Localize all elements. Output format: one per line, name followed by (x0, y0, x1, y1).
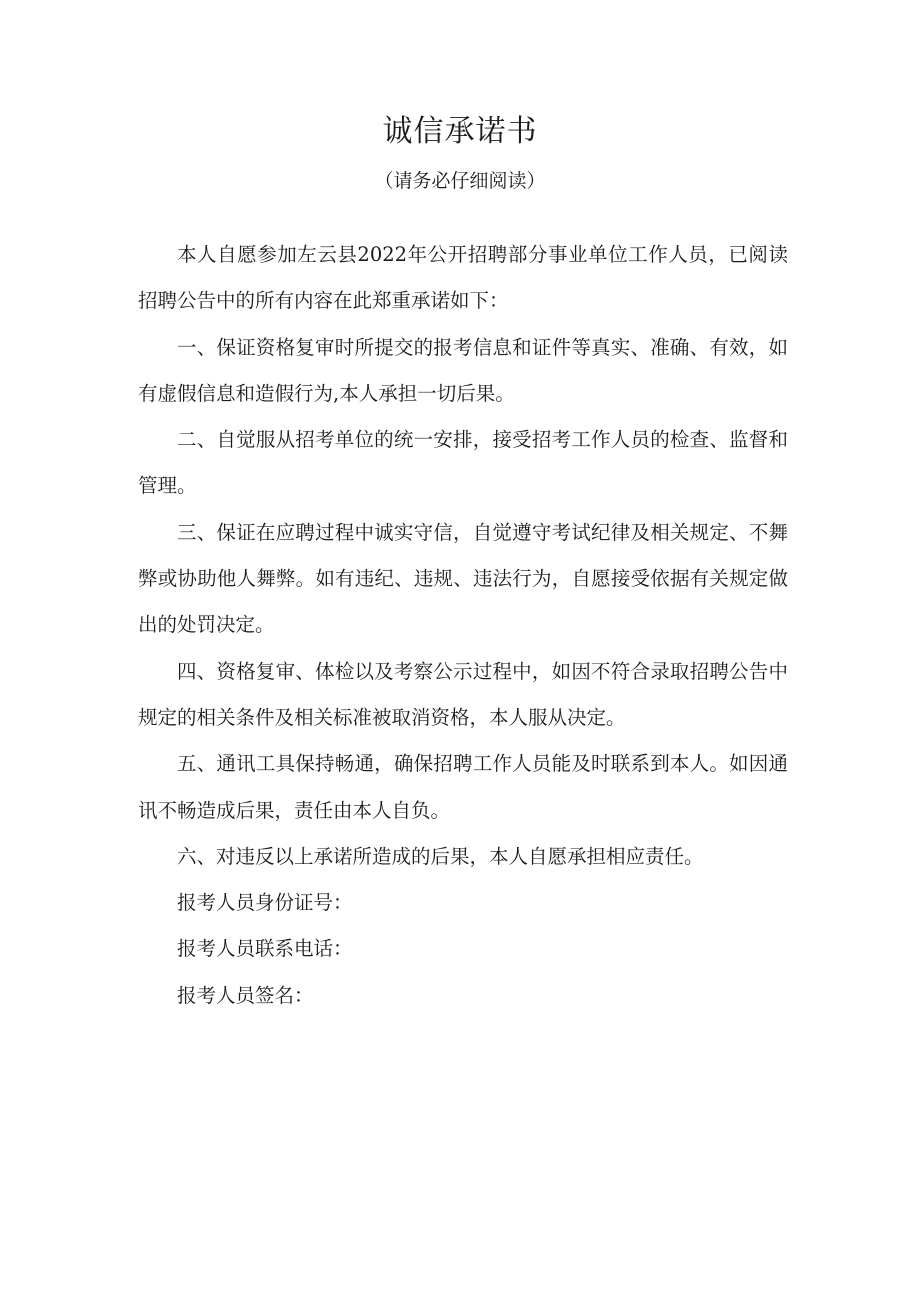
pledge-item-3: 三、保证在应聘过程中诚实守信，自觉遵守考试纪律及相关规定、不舞弊或协助他人舞弊。如有违纪、违规、违法行为，自愿接受依据有关规定做出的处罚决定。 (138, 520, 788, 637)
document-body (138, 232, 788, 1019)
intro-paragraph: 本人自愿参加左云县2022年公开招聘部分事业单位工作人员，已阅读招聘公告中的所有内容在此郑重承诺如下： (138, 243, 788, 313)
document-title: 诚信承诺书 (382, 114, 538, 149)
pledge-item-4: 四、资格复审、体检以及考察公示过程中，如因不符合录取招聘公告中规定的相关条件及相关标准被取消资格，本人服从决定。 (138, 659, 788, 729)
pledge-item-1: 一、保证资格复审时所提交的报考信息和证件等真实、准确、有效，如有虚假信息和造假行为,本人承担一切后果。 (138, 335, 788, 405)
pledge-item-5: 五、通讯工具保持畅通，确保招聘工作人员能及时联系到本人。如因通讯不畅造成后果，责任由本人自负。 (138, 752, 788, 822)
pledge-item-2: 二、自觉服从招考单位的统一安排，接受招考工作人员的检查、监督和管理。 (138, 428, 788, 498)
signature-field-label: 报考人员签名： (177, 983, 314, 1007)
phone-field-label: 报考人员联系电话： (177, 937, 353, 961)
pledge-item-6: 六、对违反以上承诺所造成的后果，本人自愿承担相应责任。 (177, 844, 704, 868)
document-subtitle: （请务必仔细阅读） (374, 170, 546, 192)
id-number-field-label: 报考人员身份证号： (177, 891, 353, 915)
